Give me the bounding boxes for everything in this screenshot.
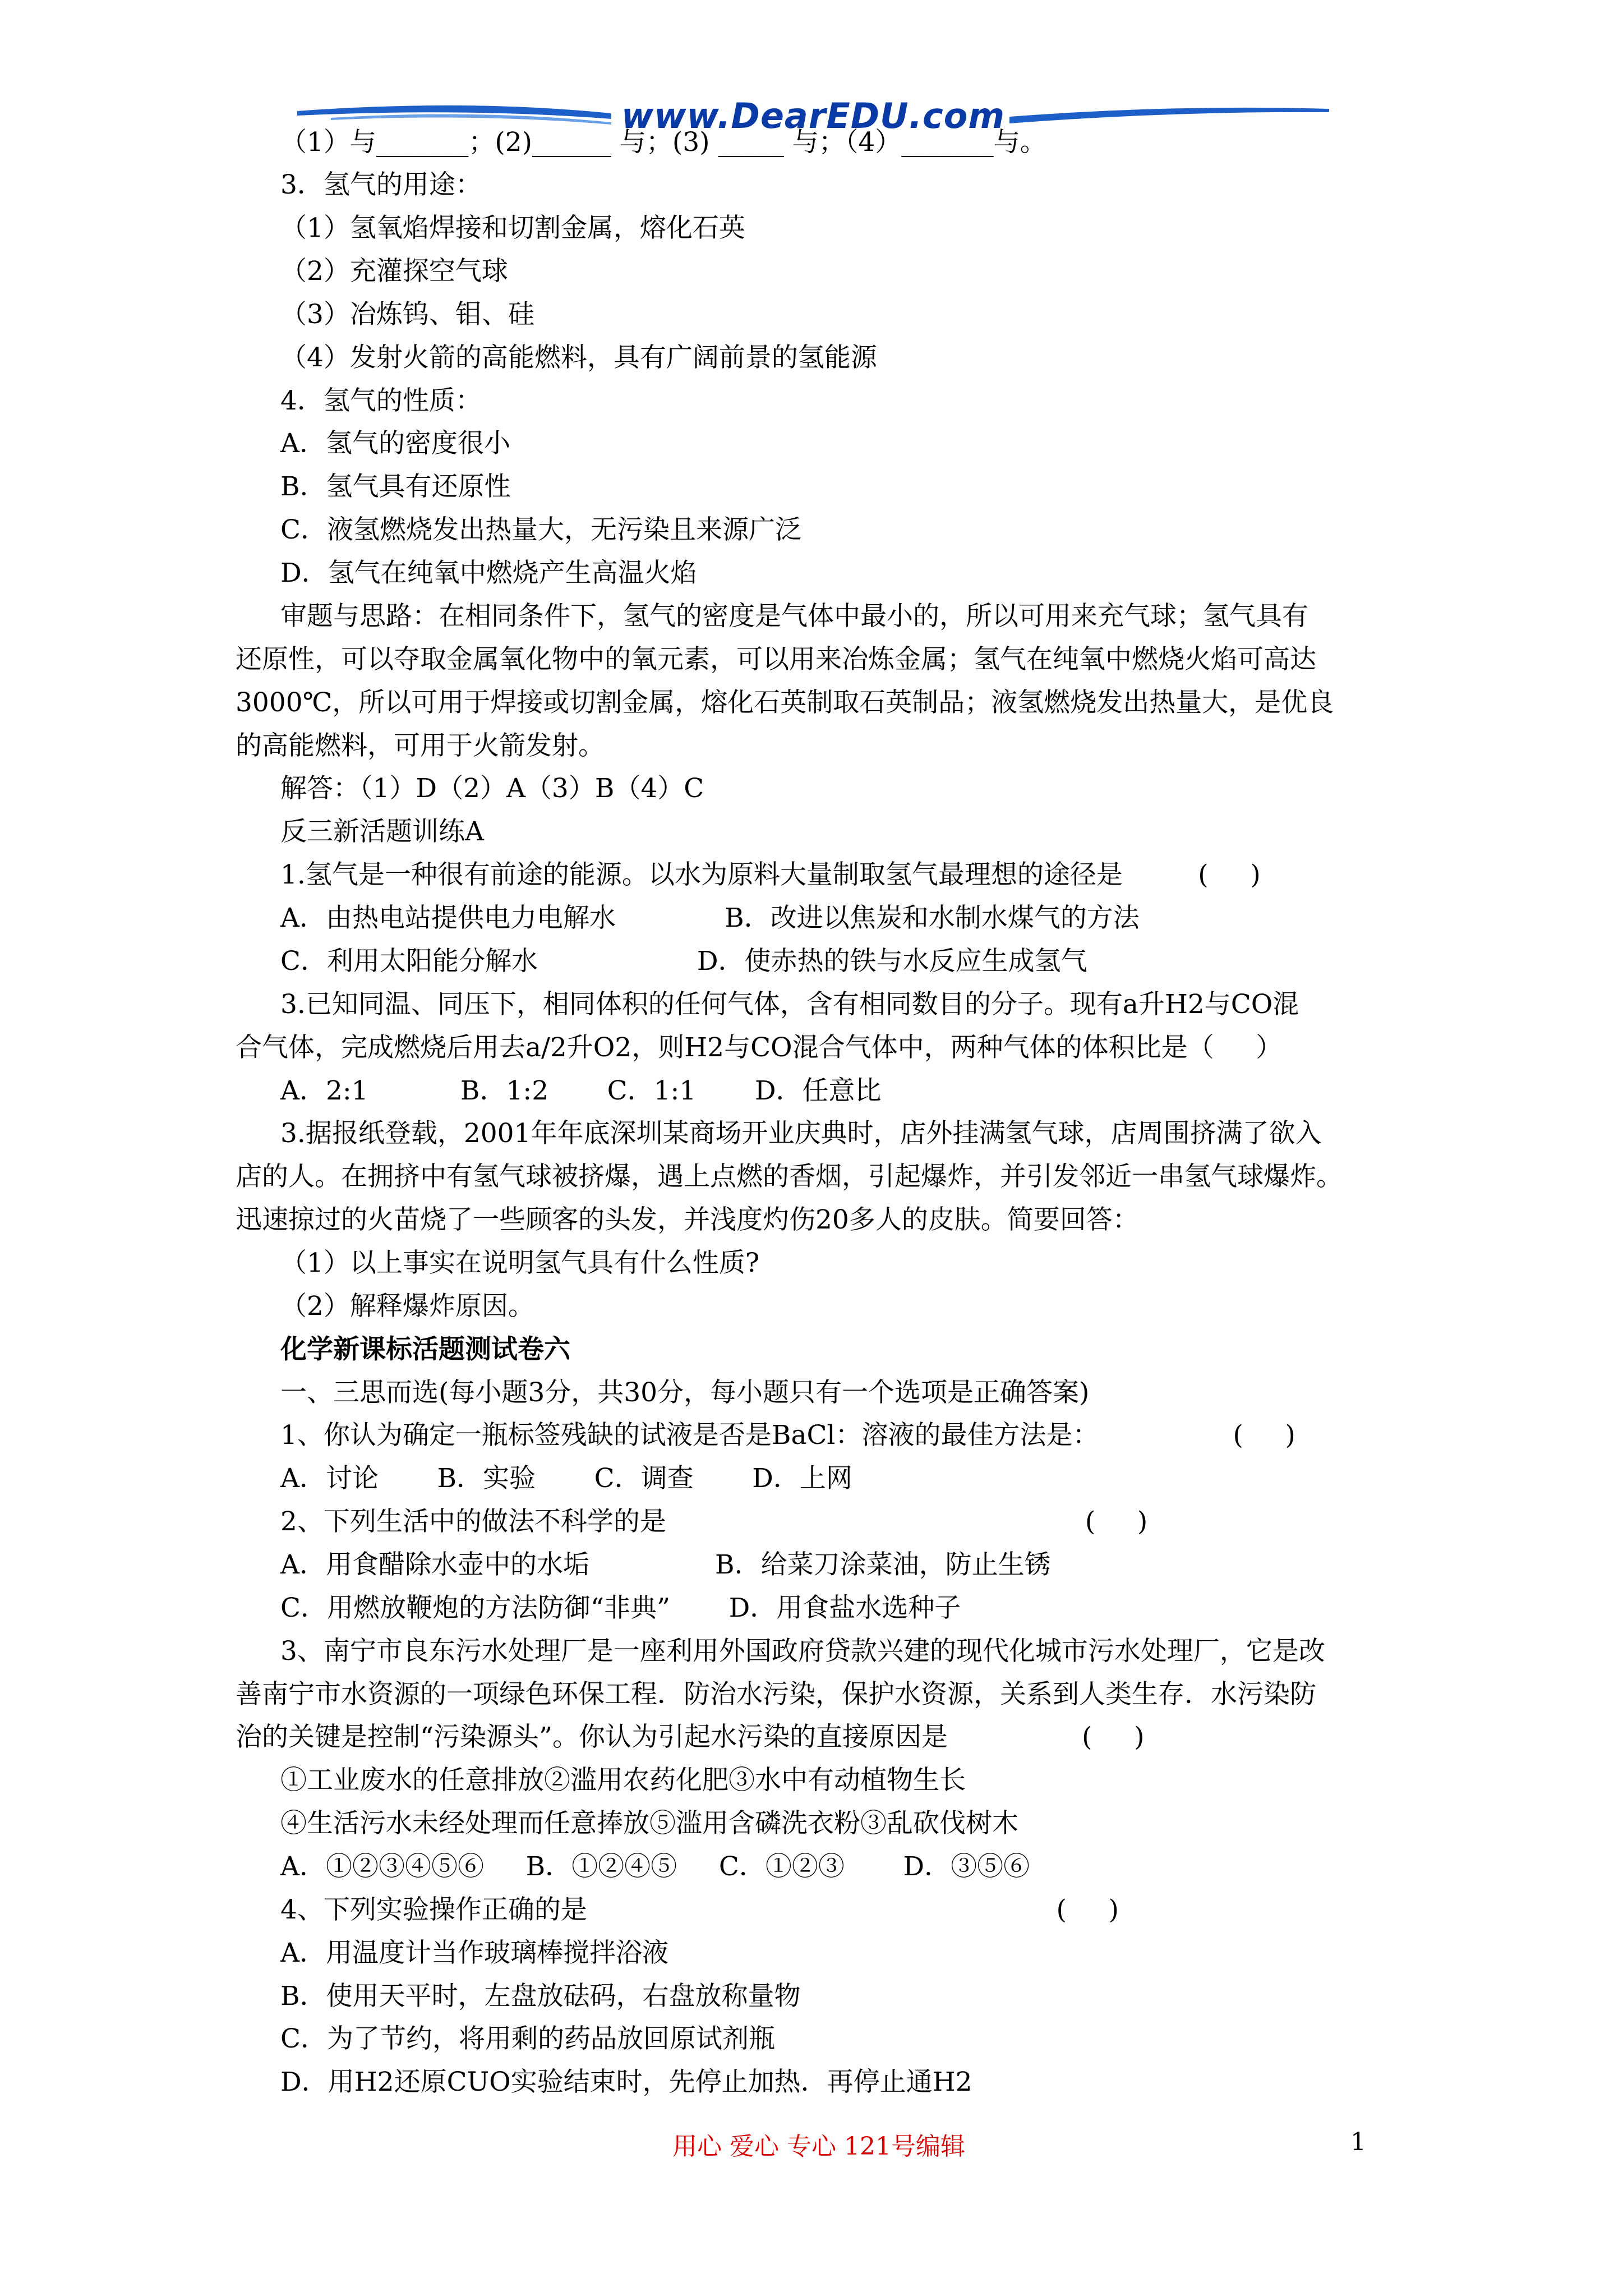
text-line: （1）氢氧焰焊接和切割金属，熔化石英 [280,213,745,243]
text-line: （2）充灌探空气球 [280,256,508,287]
text-line: （1）与_______；(2)______ 与；(3) _____ 与；（4）_______与。 [280,127,1046,158]
text-line: 解答：（1）D（2）A（3）B（4）C [280,773,704,804]
text-line: （3）冶炼钨、钼、硅 [280,299,534,330]
text-line: A．用食醋除水壶中的水垢 B．给菜刀涂菜油，防止生锈 [280,1549,1051,1580]
text-line: A．讨论 B．实验 C．调查 D．上网 [280,1463,852,1494]
text-line: A．用温度计当作玻璃棒搅拌浴液 [280,1938,668,1968]
site-url: www.DearEDU.com [621,95,1005,136]
text-line: A．2:1 B．1:2 C．1:1 D．任意比 [280,1075,882,1106]
text-line: 3．氢气的用途： [280,169,482,200]
text-line: （4）发射火箭的高能燃料，具有广阔前景的氢能源 [280,342,877,373]
text-line: （1）以上事实在说明氢气具有什么性质? [280,1248,760,1278]
text-line: 3.已知同温、同压下，相同体积的任何气体，含有相同数目的分子。现有a升H2与CO混 [280,989,1299,1020]
text-line: 善南宁市水资源的一项绿色环保工程．防治水污染，保护水资源，关系到人类生存．水污染防 [236,1679,1316,1710]
text-line: 3、南宁市良东污水处理厂是一座利用外国政府贷款兴建的现代化城市污水处理厂，它是改 [280,1636,1325,1667]
text-line: A．①②③④⑤⑥ B．①②④⑤ C．①②③ D．③⑤⑥ [280,1851,1030,1882]
text-line: 审题与思路：在相同条件下，氢气的密度是气体中最小的，所以可用来充气球；氢气具有 [280,601,1308,632]
text-line: 合气体，完成燃烧后用去a/2升O2，则H2与CO混合气体中，两种气体的体积比是（ ） [236,1032,1283,1063]
text-line: C．利用太阳能分解水 D．使赤热的铁与水反应生成氢气 [280,946,1087,977]
text-line: 3.据报纸登载，2001年年底深圳某商场开业庆典时，店外挂满氢气球，店周围挤满了欲入 [280,1118,1322,1149]
text-line: 店的人。在拥挤中有氢气球被挤爆，遇上点燃的香烟，引起爆炸，并引发邻近一串氢气球爆炸。 [236,1161,1343,1192]
text-line: C．用燃放鞭炮的方法防御“非典” D．用食盐水选种子 [280,1593,961,1623]
text-line: （2）解释爆炸原因。 [280,1291,534,1322]
text-line: B．使用天平时，左盘放砝码，右盘放称量物 [280,1981,801,2012]
text-line: 1、你认为确定一瓶标签残缺的试液是否是BaCl：溶液的最佳方法是： ( ) [280,1420,1295,1451]
section-title: 化学新课标活题测试卷六 [280,1334,570,1365]
text-line: 3000℃，所以可用于焊接或切割金属，熔化石英制取石英制品；液氢燃烧发出热量大，是优良 [236,687,1334,718]
page-number: 1 [1350,2128,1366,2156]
text-line: 2、下列生活中的做法不科学的是 ( ) [280,1506,1148,1537]
text-line: C．液氢燃烧发出热量大，无污染且来源广泛 [280,514,801,545]
text-line: ①工业废水的任意排放②滥用农药化肥③水中有动植物生长 [280,1765,966,1796]
text-line: D．用H2还原CUO实验结束时，先停止加热．再停止通H2 [280,2067,972,2097]
text-line: A．由热电站提供电力电解水 B．改进以焦炭和水制水煤气的方法 [280,903,1140,933]
text-line: B．氢气具有还原性 [280,471,511,502]
text-line: D．氢气在纯氧中燃烧产生高温火焰 [280,558,697,588]
text-line: C．为了节约，将用剩的药品放回原试剂瓶 [280,2023,775,2054]
text-line: A．氢气的密度很小 [280,428,510,459]
footer-credit: 用心 爱心 专心 121号编辑 [672,2132,965,2161]
text-line: 反三新活题训练A [280,816,484,847]
text-line: 4、下列实验操作正确的是 ( ) [280,1894,1119,1925]
text-line: 1.氢气是一种很有前途的能源。以水为原料大量制取氢气最理想的途径是 ( ) [280,859,1261,890]
text-line: ④生活污水未经处理而任意捧放⑤滥用含磷洗衣粉③乱砍伐树木 [280,1808,1018,1839]
text-line: 的高能燃料，可用于火箭发射。 [236,730,605,761]
text-line: 4．氢气的性质： [280,385,482,416]
text-line: 还原性，可以夺取金属氧化物中的氧元素，可以用来冶炼金属；氢气在纯氧中燃烧火焰可高达 [236,644,1316,675]
text-line: 治的关键是控制“污染源头”。你认为引起水污染的直接原因是 ( ) [236,1722,1145,1752]
text-line: 迅速掠过的火苗烧了一些顾客的头发，并浅度灼伤20多人的皮肤。简要回答： [236,1204,1139,1235]
text-line: 一、三思而选(每小题3分，共30分，每小题只有一个选项是正确答案) [280,1377,1090,1408]
